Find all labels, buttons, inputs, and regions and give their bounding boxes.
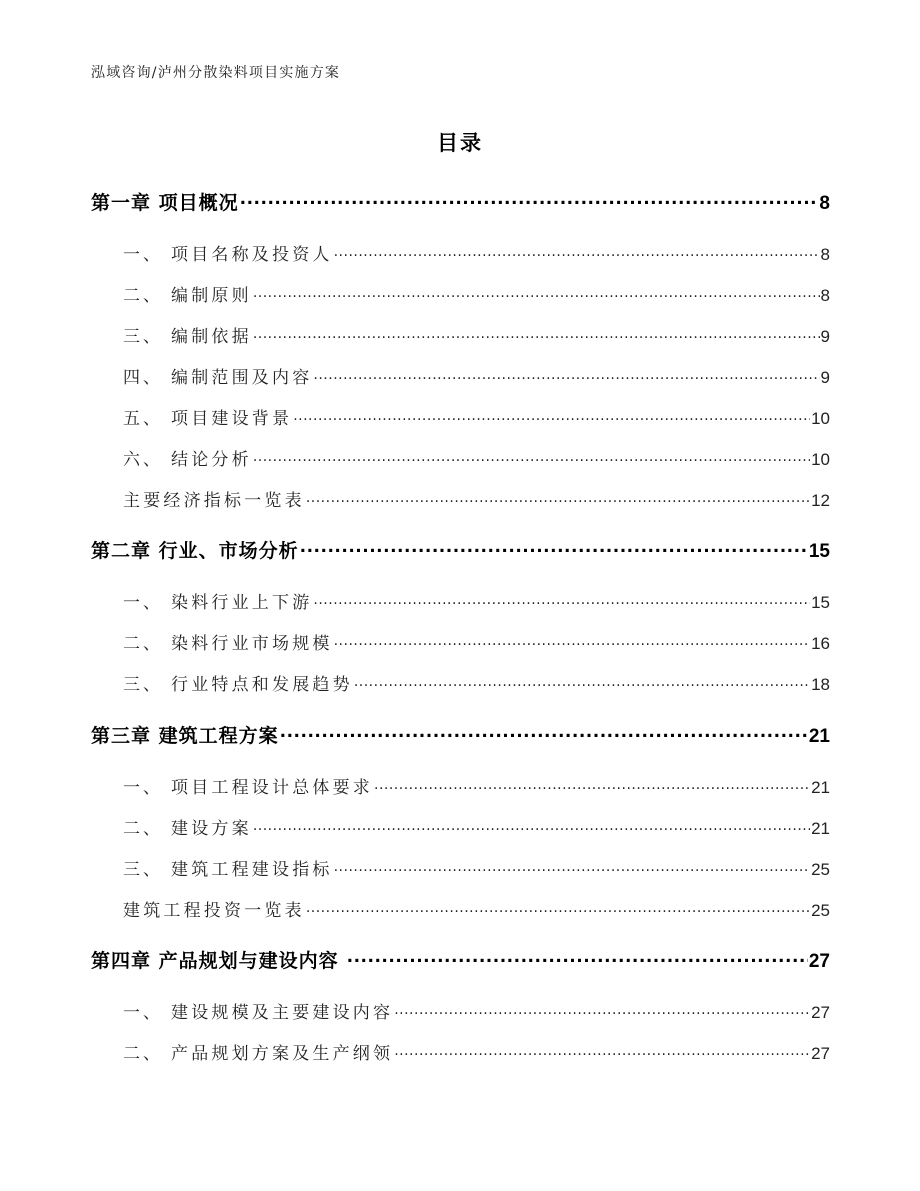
page-number: 16	[811, 634, 830, 653]
section-label: 主要经济指标一览表	[123, 491, 305, 511]
section-label: 四、 编制范围及内容	[123, 368, 313, 388]
toc-section[interactable]	[91, 240, 830, 265]
dot-leader	[334, 632, 810, 649]
dot-leader	[240, 190, 819, 209]
chapter-label: 第四章 产品规划与建设内容	[91, 950, 339, 972]
toc-section[interactable]	[91, 629, 830, 654]
toc-section[interactable]	[91, 281, 830, 306]
dot-leader	[334, 858, 810, 875]
section-label: 二、 编制原则	[123, 286, 252, 306]
section-label: 三、 建筑工程建设指标	[123, 860, 333, 880]
toc-section[interactable]	[91, 486, 830, 511]
toc-section[interactable]	[91, 855, 830, 880]
chapter-label: 第三章 建筑工程方案	[91, 725, 279, 747]
chapter-label: 第二章 行业、市场分析	[91, 540, 299, 562]
toc-section[interactable]	[91, 588, 830, 613]
page-number: 21	[811, 819, 830, 838]
section-label: 二、 染料行业市场规模	[123, 634, 333, 654]
page-number: 18	[811, 675, 830, 694]
page-number: 9	[820, 368, 830, 387]
toc-section[interactable]	[91, 670, 830, 695]
page-number: 12	[811, 491, 830, 510]
page-number: 21	[811, 778, 830, 797]
dot-leader	[253, 284, 820, 301]
page-number: 27	[808, 951, 830, 972]
section-label: 五、 项目建设背景	[123, 409, 293, 429]
section-label: 一、 建设规模及主要建设内容	[123, 1003, 394, 1023]
page-number: 10	[811, 409, 830, 428]
dot-leader	[293, 407, 810, 424]
dot-leader	[306, 489, 810, 506]
dot-leader	[394, 1001, 810, 1018]
toc-section[interactable]	[91, 1039, 830, 1064]
page-number: 21	[808, 726, 830, 747]
dot-leader	[334, 243, 820, 260]
page-number: 25	[811, 860, 830, 879]
dot-leader	[300, 538, 808, 557]
page-number: 27	[811, 1003, 830, 1022]
page-number: 15	[811, 593, 830, 612]
dot-leader	[306, 899, 810, 916]
toc-section[interactable]	[91, 814, 830, 839]
page-number: 10	[811, 450, 830, 469]
dot-leader	[280, 723, 808, 742]
dot-leader	[253, 325, 820, 342]
section-label: 三、 行业特点和发展趋势	[123, 675, 353, 695]
dot-leader	[394, 1042, 810, 1059]
section-label: 六、 结论分析	[123, 450, 252, 470]
section-label: 一、 项目名称及投资人	[123, 245, 333, 265]
toc-section[interactable]	[91, 445, 830, 470]
toc-chapter-4[interactable]	[91, 946, 830, 973]
toc-section[interactable]	[91, 773, 830, 798]
dot-leader	[313, 591, 810, 608]
dot-leader	[253, 817, 810, 834]
running-header: 泓域咨询/泸州分散染料项目实施方案	[91, 65, 341, 81]
section-label: 一、 项目工程设计总体要求	[123, 778, 373, 798]
toc-title: 目录	[437, 131, 483, 155]
page-number: 25	[811, 901, 830, 920]
toc-chapter-1[interactable]	[91, 188, 830, 215]
toc-section[interactable]	[91, 896, 830, 921]
dot-leader	[374, 776, 810, 793]
toc-chapter-3[interactable]	[91, 721, 830, 748]
dot-leader	[354, 673, 810, 690]
toc-section[interactable]	[91, 404, 830, 429]
page-number: 27	[811, 1044, 830, 1063]
page-number: 8	[819, 193, 830, 214]
section-label: 二、 建设方案	[123, 819, 252, 839]
chapter-label: 第一章 项目概况	[91, 192, 239, 214]
toc-section[interactable]	[91, 998, 830, 1023]
section-label: 建筑工程投资一览表	[123, 901, 305, 921]
page-number: 8	[820, 245, 830, 264]
dot-leader	[253, 448, 810, 465]
dot-leader	[347, 948, 808, 967]
section-label: 三、 编制依据	[123, 327, 252, 347]
section-label: 二、 产品规划方案及生产纲领	[123, 1044, 394, 1064]
page-number: 9	[820, 327, 830, 346]
page-number: 15	[808, 541, 830, 562]
toc-chapter-2[interactable]	[91, 536, 830, 563]
toc-section[interactable]	[91, 363, 830, 388]
toc-section[interactable]	[91, 322, 830, 347]
section-label: 一、 染料行业上下游	[123, 593, 313, 613]
dot-leader	[313, 366, 819, 383]
page-number: 8	[820, 286, 830, 305]
